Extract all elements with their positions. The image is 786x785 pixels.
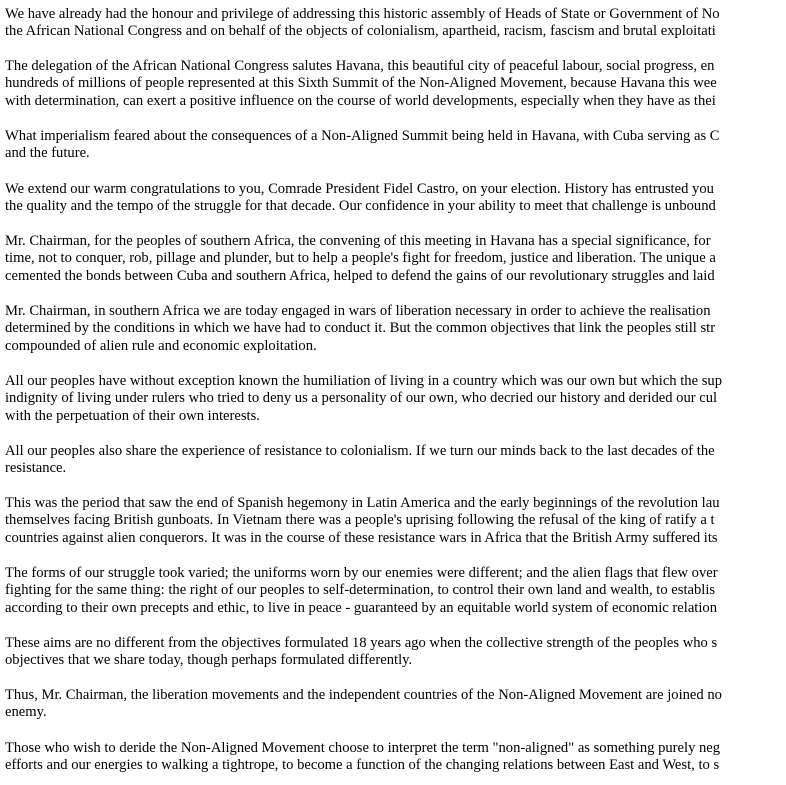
paragraph-2 <box>5 58 717 110</box>
paragraph-line: Mr. Chairman, in southern Africa we are today engaged in wars of liberation necessary in order to achieve the realisation <box>5 303 711 319</box>
paragraph-line: All our peoples also share the experience of resistance to colonialism. If we turn our minds back to the last decades of the <box>5 443 715 459</box>
paragraph-line: themselves facing British gunboats. In Vietnam there was a people's uprising following the refusal of the king of ratify a t <box>5 512 715 529</box>
paragraph-line: Those who wish to deride the Non-Aligned Movement choose to interpret the term "non-aligned" as something purely neg <box>5 740 721 756</box>
paragraph-line: enemy. <box>5 704 47 721</box>
paragraph-line: We have already had the honour and privilege of addressing this historic assembly of Heads of State or Government of No <box>5 6 720 22</box>
paragraph-5 <box>5 233 716 285</box>
paragraph-line: determined by the conditions in which we have had to conduct it. But the common objectives that link the peoples still str <box>5 320 716 337</box>
paragraph-line: with the perpetuation of their own interests. <box>5 407 260 424</box>
paragraph-line: efforts and our energies to walking a tightrope, to become a function of the changing relations between East and West, to s <box>5 757 720 774</box>
paragraph-7 <box>5 373 722 425</box>
paragraph-line: the African National Congress and on behalf of the objects of colonialism, apartheid, racism, fascism and brutal exploitati <box>5 23 716 40</box>
paragraph-line: We extend our warm congratulations to you, Comrade President Fidel Castro, on your election. History has entrusted you <box>5 181 714 197</box>
paragraph-10 <box>5 565 718 617</box>
paragraph-line: hundreds of millions of people represented at this Sixth Summit of the Non-Aligned Movement, because Havana this wee <box>5 75 717 92</box>
paragraph-line: according to their own precepts and ethic, to live in peace - guaranteed by an equitable world system of economic relation <box>5 599 717 616</box>
paragraph-line: indignity of living under rulers who tried to deny us a personality of our own, who decried our history and derided our cul <box>5 390 718 407</box>
paragraph-line: fighting for the same thing: the right of our peoples to self-determination, to control their own land and wealth, to establis <box>5 582 716 599</box>
paragraph-line: cemented the bonds between Cuba and southern Africa, helped to defend the gains of our revolutionary struggles and laid <box>5 267 715 284</box>
paragraph-line: resistance. <box>5 460 67 477</box>
paragraph-line: Mr. Chairman, for the peoples of southern Africa, the convening of this meeting in Havana has a special significance, for <box>5 233 711 249</box>
paragraph-line: What imperialism feared about the consequences of a Non-Aligned Summit being held in Havana, with Cuba serving as C <box>5 128 720 144</box>
paragraph-line: The delegation of the African National Congress salutes Havana, this beautiful city of peaceful labour, social progress, en <box>5 58 715 74</box>
paragraph-12 <box>5 687 722 722</box>
paragraph-1 <box>5 6 720 41</box>
paragraph-line: the quality and the tempo of the struggle for that decade. Our confidence in your ability to meet that challenge is unbound <box>5 198 716 215</box>
paragraph-4 <box>5 181 716 216</box>
paragraph-line: All our peoples have without exception known the humiliation of living in a country which was our own but which the sup <box>5 373 722 389</box>
paragraph-line: countries against alien conquerors. It was in the course of these resistance wars in Africa that the British Army suffered its <box>5 529 718 546</box>
paragraph-8 <box>5 443 715 478</box>
paragraph-line: This was the period that saw the end of Spanish hegemony in Latin America and the early beginnings of the revolution lau <box>5 495 720 511</box>
paragraph-line: These aims are no different from the objectives formulated 18 years ago when the collective strength of the peoples who s <box>5 635 718 651</box>
paragraph-line: compounded of alien rule and economic exploitation. <box>5 337 317 354</box>
paragraph-line: Thus, Mr. Chairman, the liberation movements and the independent countries of the Non-Aligned Movement are joined no <box>5 687 722 703</box>
paragraph-line: with determination, can exert a positive influence on the course of world developments, especially when they have as thei <box>5 92 716 109</box>
paragraph-line: objectives that we share today, though perhaps formulated differently. <box>5 652 413 669</box>
paragraph-13 <box>5 740 720 775</box>
paragraph-6 <box>5 303 715 355</box>
paragraph-9 <box>5 495 720 547</box>
paragraph-line: The forms of our struggle took varied; the uniforms worn by our enemies were different; and the alien flags that flew over <box>5 565 718 581</box>
paragraph-11 <box>5 635 717 670</box>
paragraph-3 <box>5 128 720 163</box>
paragraph-line: time, not to conquer, rob, pillage and plunder, but to help a people's fight for freedom, justice and liberation. The unique a <box>5 250 716 267</box>
paragraph-line: and the future. <box>5 145 90 162</box>
